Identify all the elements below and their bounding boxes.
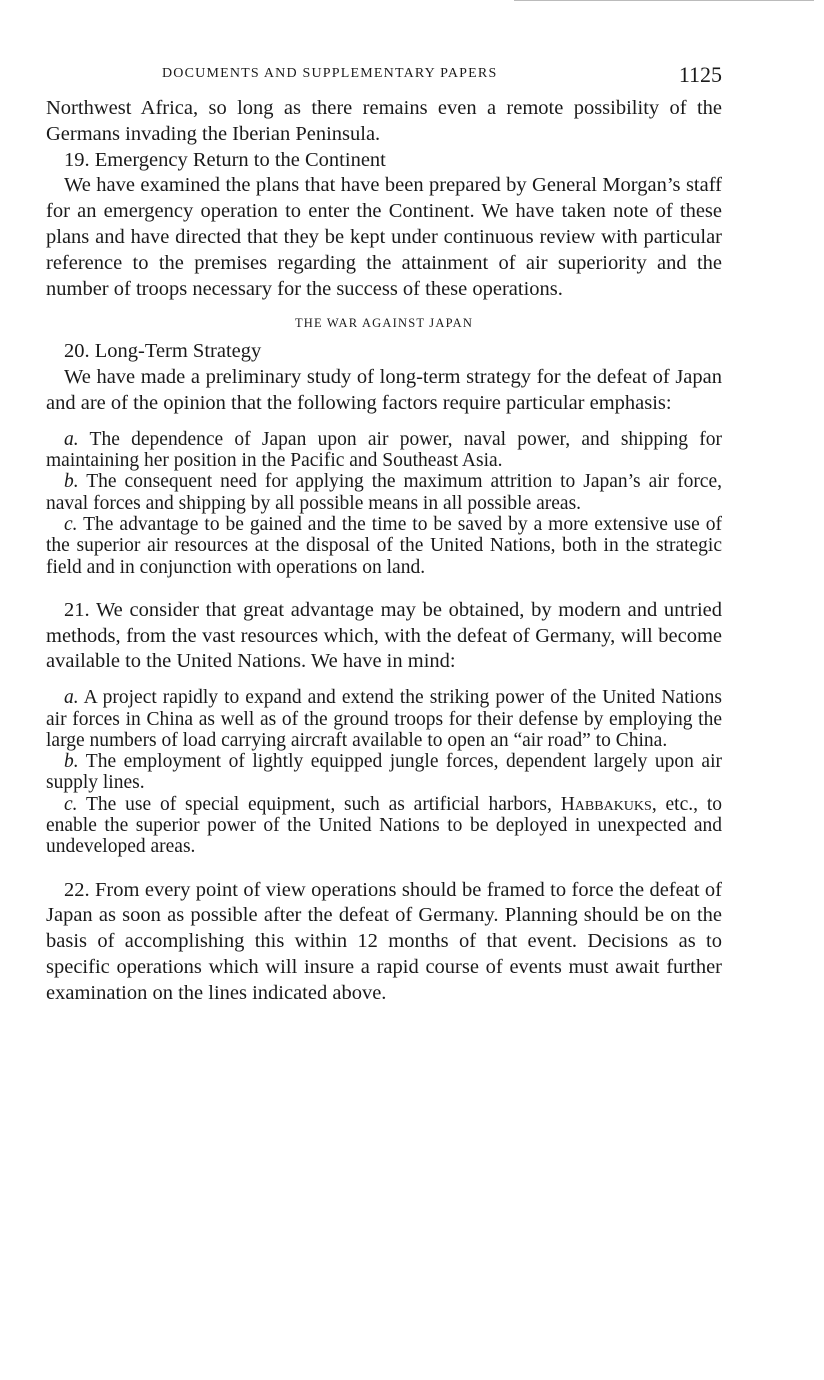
subitem-text: The advantage to be gained and the time to be saved by a more extensive use of the superior air resources at the disposal of the United Nations, both in the strategic field and in conjunction with operations on land. <box>46 513 722 578</box>
top-edge-rule <box>514 0 814 3</box>
item-20-subitems <box>46 429 722 578</box>
subitem-label: b. <box>64 751 79 773</box>
item-19-heading: 19. Emergency Return to the Continent <box>64 148 386 171</box>
subitem-text-after: , etc., to enable the superior power of the United Nations to be deployed in unexpected and undeveloped areas. <box>46 793 722 858</box>
page-header <box>46 62 722 96</box>
item-22-paragraph: 22. From every point of view operations should be framed to force the defeat of Japan as soon as possible after the defeat of Germany. Planning should be on the basis of accomplishing this within 12 months of that event. Decisions as to specific operations which will insure a rapid course of events must await further examination on the lines indicated above. <box>46 878 722 1004</box>
list-item <box>46 429 722 472</box>
item-20 <box>46 339 722 577</box>
item-20-intro: We have made a preliminary study of long-term strategy for the defeat of Japan and are of the opinion that the following factors require particular emphasis: <box>46 366 722 414</box>
item-21-subitems <box>46 687 722 857</box>
subitem-text: The employment of lightly equipped jungle forces, dependent largely upon air supply lines. <box>46 751 722 794</box>
list-item <box>46 794 722 858</box>
document-page <box>46 62 722 1007</box>
item-19-paragraph: We have examined the plans that have been prepared by General Morgan’s staff for an emergency operation to enter the Continent. We have taken note of these plans and have directed that they be kept under continuous review with particular reference to the premises regarding the attainment of air superiority and the number of troops necessary for the success of these operations. <box>46 174 722 300</box>
section-title: THE WAR AGAINST JAPAN <box>294 316 474 331</box>
subitem-text: The consequent need for applying the maximum attrition to Japan’s air force, naval forces and shipping by all possible means in all possible areas. <box>46 471 722 514</box>
list-item <box>46 514 722 578</box>
list-item <box>46 687 722 751</box>
continuation-paragraph: Northwest Africa, so long as there remains even a remote possibility of the Germans invading the Iberian Peninsula. <box>46 97 722 145</box>
list-item <box>46 471 722 514</box>
subitem-label: c. <box>64 793 78 815</box>
item-21 <box>46 598 722 858</box>
subitem-label: a. <box>64 428 79 450</box>
item-20-heading: 20. Long-Term Strategy <box>64 340 262 363</box>
running-head: DOCUMENTS AND SUPPLEMENTARY PAPERS <box>162 66 498 81</box>
subitem-text: A project rapidly to expand and extend the striking power of the United Nations air forces in China as well as of the ground troops for their defense by employing the large numbers of load carrying aircraft available to open an “air road” to China. <box>46 687 722 751</box>
list-item <box>46 751 722 794</box>
subitem-label: b. <box>64 471 79 493</box>
item-21-paragraph: 21. We consider that great advantage may be obtained, by modern and untried methods, from the vast resources which, with the defeat of Germany, will become available to the United Nations. We have in mind: <box>46 598 722 673</box>
item-22 <box>46 878 722 1007</box>
page-number: 1125 <box>678 62 722 87</box>
subitem-text: The use of special equipment, such as artificial harbors, <box>86 793 552 815</box>
subitem-label: c. <box>64 513 78 535</box>
subitem-text: The dependence of Japan upon air power, naval power, and shipping for maintaining her position in the Pacific and Southeast Asia. <box>46 428 722 472</box>
habbakuks-small-caps: Habbakuks <box>560 793 652 815</box>
item-19 <box>46 148 722 303</box>
subitem-label: a. <box>64 687 79 709</box>
